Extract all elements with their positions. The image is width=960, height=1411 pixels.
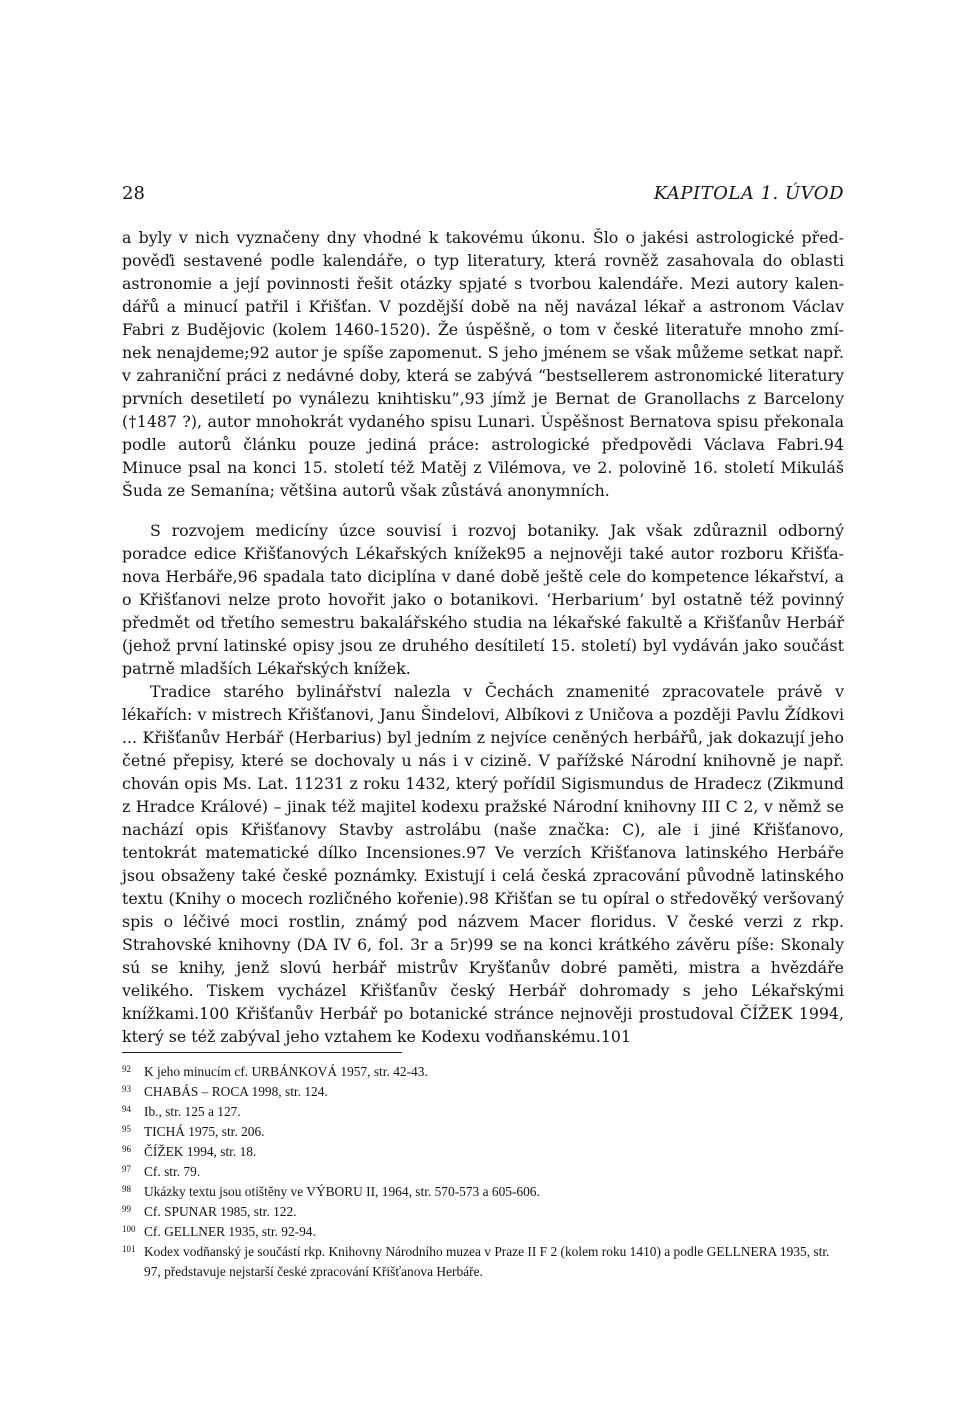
footnote-text: Ukázky textu jsou otištěny ve VÝBORU II, 1964, str. 570-573 a 605-606. — [144, 1184, 540, 1199]
paragraph-3: Tradice starého bylinářství nalezla v Čechách znamenité zpracovatele právě v lékařích: v mistrech Křišťanovi, Janu Šindelovi, Albíkovi z Uničova a později Pavlu Žídkovi ... Křišťanův Herbář (Herbarius) byl jedním z nejvíce ceněných herbářů, jak dokazují jeho četné přepisy, které se dochovaly u nás i v cizině. V pařížské Národní knihovně je např. chován opis Ms. Lat. 11231 z roku 1432, který pořídil Sigismundus de Hradecz (Zikmund z Hradce Králové) – jinak též majitel kodexu pražské Národní knihovny III C 2, v němž se nachází opis Křišťanovy Stavby astrolábu (naše značka: C), ale i jiné Křišťanovo, tentokrát matematické dílko Incensiones.97 Ve verzích Křišťanova latinského Herbáře jsou obsaženy také české poznámky. Existují i celá česká zpracování původně latinského textu (Knihy o mocech rozličného kořenie).98 Křišťan se tu opíral o středověký veršovaný spis o léčivé moci rostlin, známý pod názvem Macer floridus. V české verzi z rkp. Strahovské knihovny (DA IV 6, fol. 3r a 5r)99 se na konci krátkého závěru píše: Skonaly sú se knihy, jenž slovú herbář mistrův Kryšťanův dobré paměti, mistra a hvězdáře velikého. Tiskem vycházel Křišťanův český Herbář dohromady s jeho Lékařskými knížkami.100 Křišťanův Herbář po botanické stránce nejnověji prostudoval ČÍŽEK 1994, který se též zabýval jeho vztahem ke Kodexu vodňanskému.101 — [122, 682, 844, 1046]
footnote — [122, 1142, 844, 1162]
footnote-text: Cf. GELLNER 1935, str. 92-94. — [144, 1224, 316, 1239]
running-header — [122, 183, 844, 211]
footnote-text: ČÍŽEK 1994, str. 18. — [144, 1144, 257, 1159]
footnote — [122, 1202, 844, 1222]
paragraph-2: S rozvojem medicíny úzce souvisí i rozvoj botaniky. Jak však zdůraznil odborný poradce edice Křišťanových Lékařských knížek95 a nejnověji také autor rozboru Křišťa-nova Herbáře,96 spadala tato diciplína v dané době ještě cele do kompetence lékařství, a o Křišťanovi nelze proto hovořit jako o botanikovi. ‘Herbarium’ byl ostatně též povinný předmět od třetího semestru bakalářského studia na lékařské fakultě a Křišťanův Herbář (jehož první latinské opisy jsou ze druhého desítiletí 15. století) byl vydáván jako součást patrně mladších Lékařských knížek. — [122, 521, 844, 678]
footnote-text: TICHÁ 1975, str. 206. — [144, 1124, 265, 1139]
footnote-number: 94 — [122, 1104, 131, 1114]
footnote-text: Kodex vodňanský je součástí rkp. Knihovny Národního muzea v Praze II F 2 (kolem roku 1410) a podle GELLNERA 1935, str. 97, představuje nejstarší české zpracování Křišťanova Herbáře. — [144, 1244, 830, 1279]
footnote — [122, 1062, 844, 1082]
footnote-number: 100 — [122, 1224, 136, 1234]
footnotes — [122, 1062, 844, 1282]
footnote-text: CHABÁS – ROCA 1998, str. 124. — [144, 1084, 328, 1099]
footnote-number: 93 — [122, 1084, 131, 1094]
body-text — [122, 226, 844, 1048]
footnote-text: Cf. SPUNAR 1985, str. 122. — [144, 1204, 297, 1219]
footnote-number: 95 — [122, 1124, 131, 1134]
chapter-title: KAPITOLA 1. ÚVOD — [653, 183, 844, 204]
footnote-number: 92 — [122, 1064, 131, 1074]
paragraph-1: a byly v nich vyznačeny dny vhodné k takovému úkonu. Šlo o jakési astrologické před-pověďi sestavené podle kalendáře, o typ literatury, která rovněž zasahovala do oblasti astronomie a její povinnosti řešit otázky spjaté s tvorbou kalendáře. Mezi autory kalen-dářů a minucí patřil i Křišťan. V pozdější době na něj navázal lékař a astronom Václav Fabri z Budějovic (kolem 1460-1520). Že úspěšně, o tom v české literatuře mnoho zmí-nek nenajdeme;92 autor je spíše zapomenut. S jeho jménem se však můžeme setkat např. v zahraniční práci z nedávné doby, která se zabývá “bestsellerem astronomické literatury prvních desetiletí po vynálezu knihtisku”,93 jímž je Bernat de Granollachs z Barcelony (†1487 ?), autor mnohokrát vydaného spisu Lunari. Úspěšnost Bernatova spisu překonala podle autorů článku pouze jediná práce: astrologické předpovědi Václava Fabri.94 Minuce psal na konci 15. století též Matěj z Vilémova, ve 2. polovině 16. století Mikuláš Šuda ze Semanína; většina autorů však zůstává anonymních. — [122, 228, 844, 500]
footnote-number: 98 — [122, 1184, 131, 1194]
footnote — [122, 1182, 844, 1202]
footnote-text: K jeho minucím cf. URBÁNKOVÁ 1957, str. 42-43. — [144, 1064, 428, 1079]
footnote — [122, 1222, 844, 1242]
footnote-number: 101 — [122, 1244, 136, 1254]
page-number: 28 — [122, 183, 145, 204]
footnote — [122, 1242, 844, 1282]
footnote-text: Cf. str. 79. — [144, 1164, 201, 1179]
footnote-number: 96 — [122, 1144, 131, 1154]
footnote-text: Ib., str. 125 a 127. — [144, 1104, 241, 1119]
footnote — [122, 1122, 844, 1142]
footnote — [122, 1162, 844, 1182]
footnote-rule — [122, 1052, 402, 1053]
footnote — [122, 1102, 844, 1122]
footnote-number: 97 — [122, 1164, 131, 1174]
footnote — [122, 1082, 844, 1102]
footnote-number: 99 — [122, 1204, 131, 1214]
